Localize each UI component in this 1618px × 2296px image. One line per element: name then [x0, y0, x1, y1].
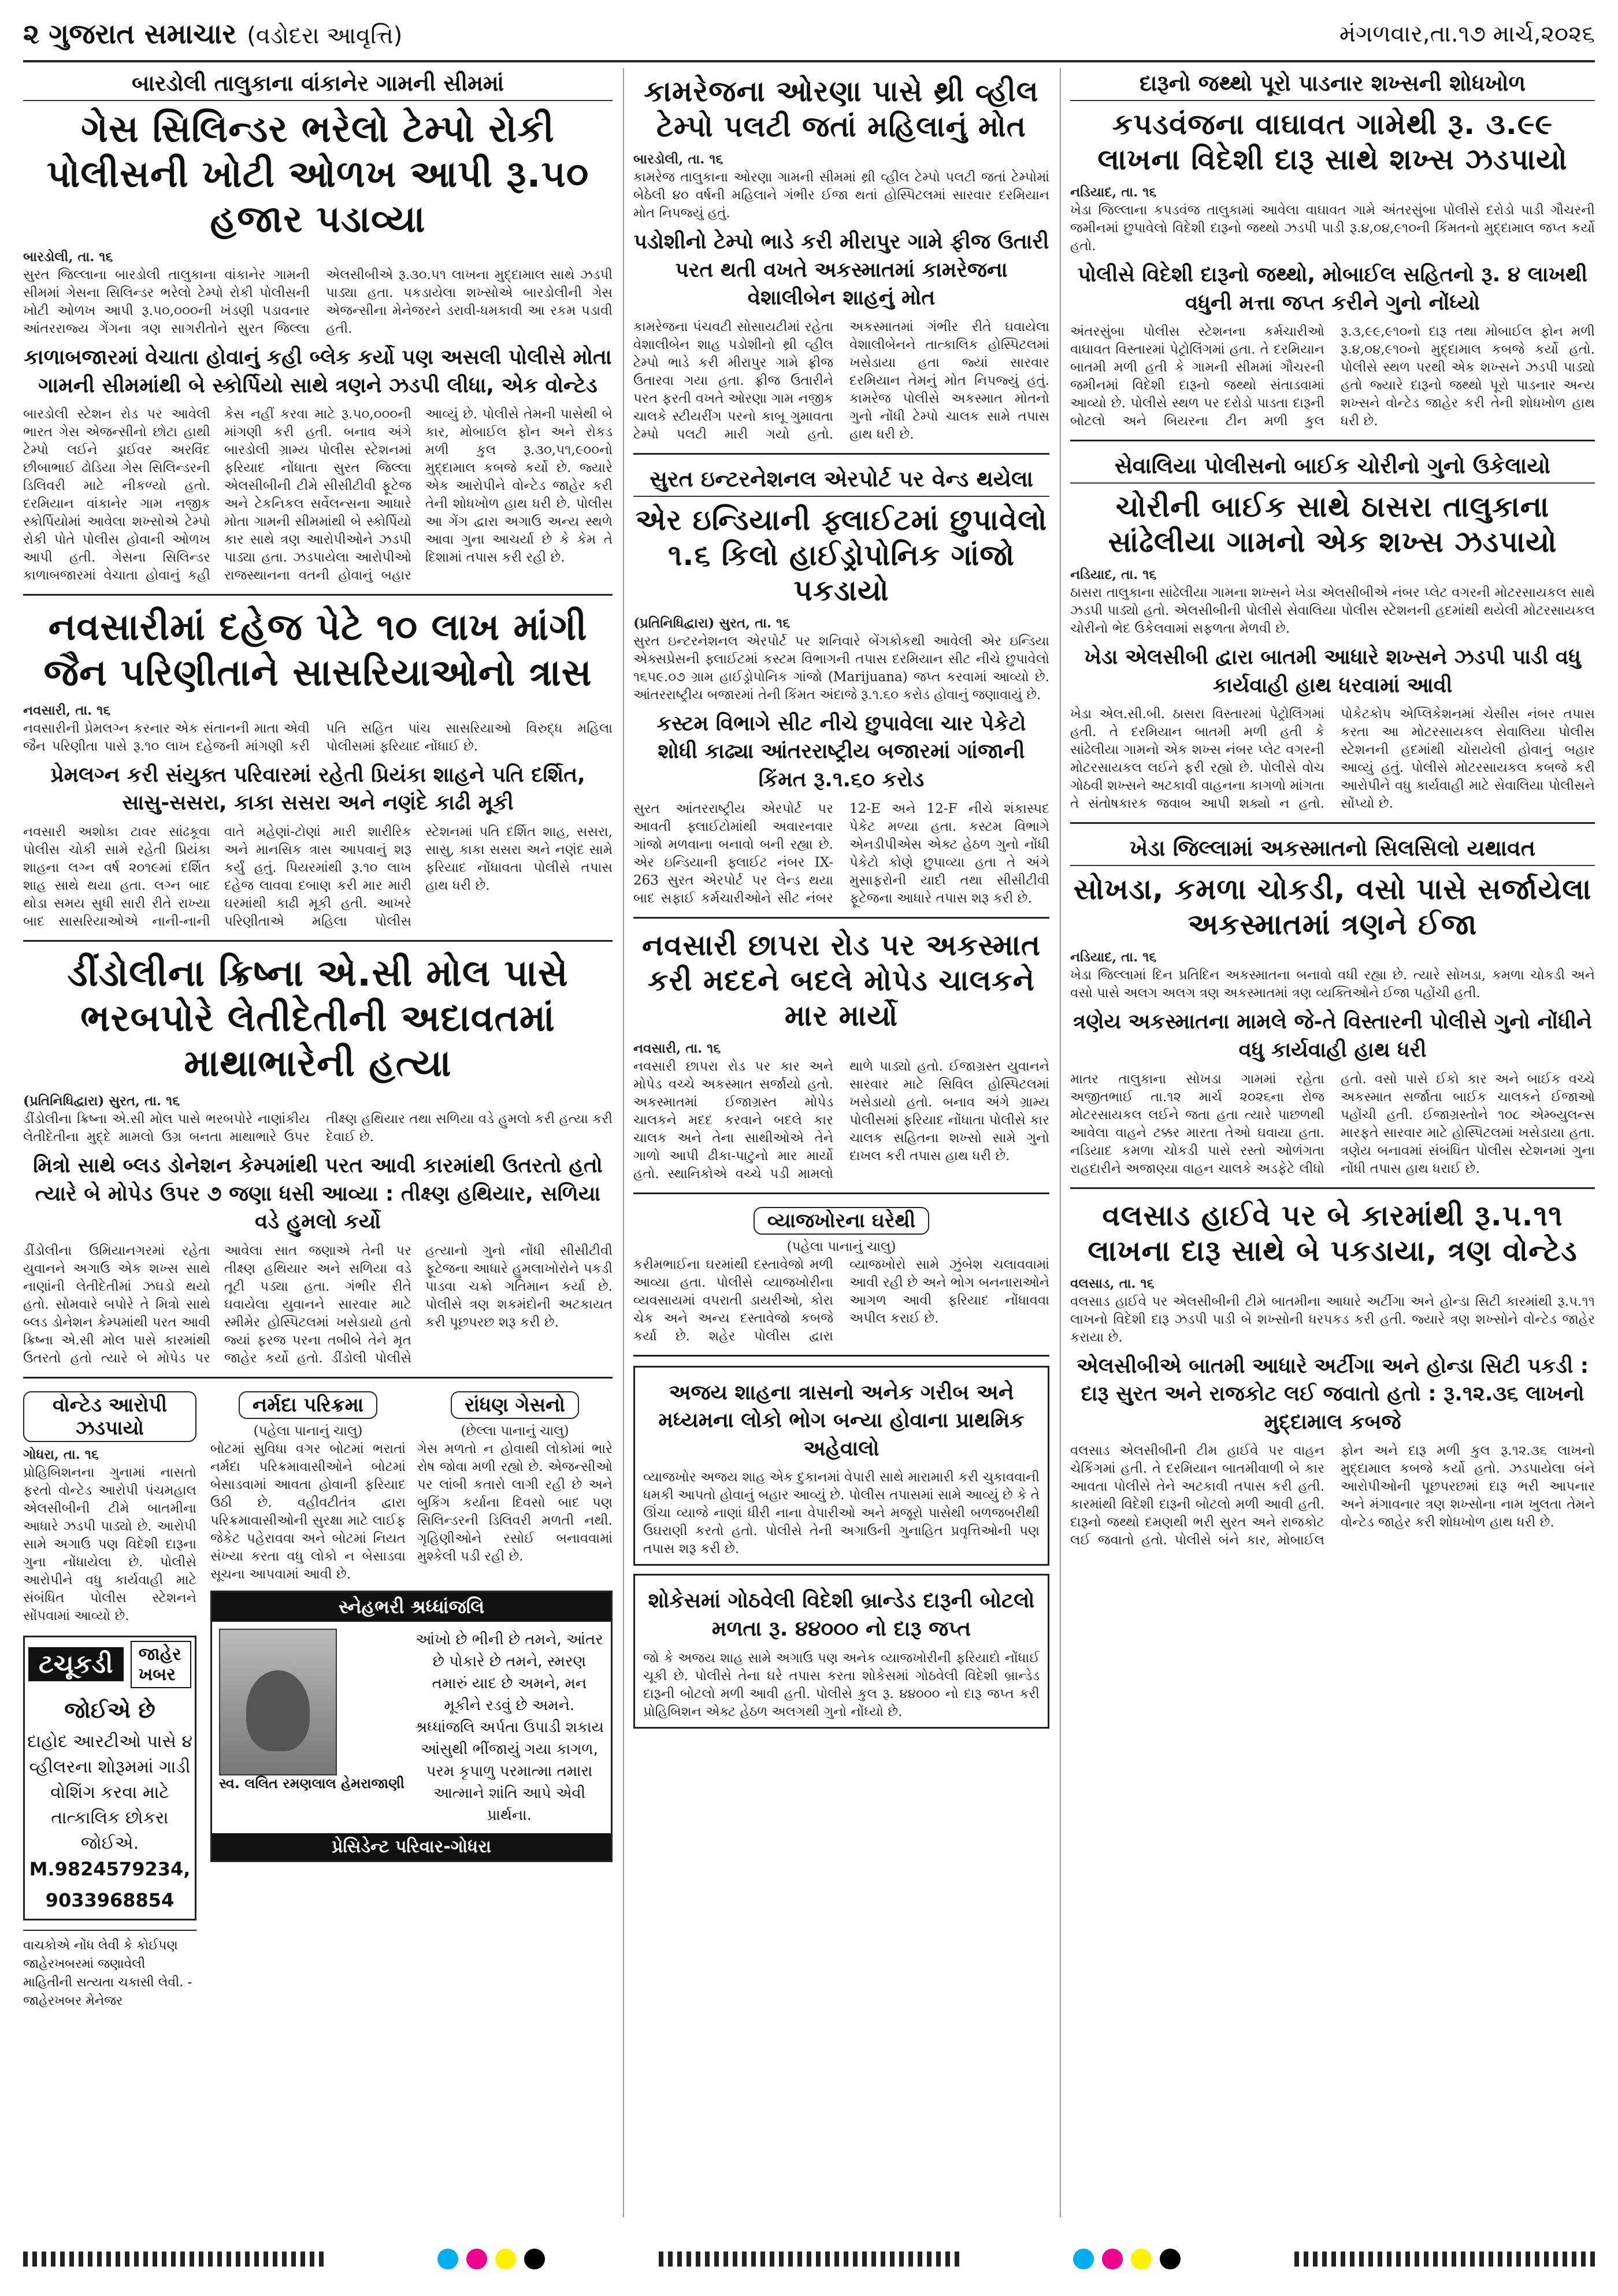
ad-phone-1: M.9824579234, [29, 1857, 191, 1880]
article-body: વ્યાજખોર અજય શાહ એક દુકાનમાં વેપારી સાથે મારામારી કરી ચુકાવવાની ધમકી આપતો હોવાનું બહાર આવ્યું છે. પોલીસ તપાસમાં સામે આવ્યું છે કે તે ઊંચા વ્યાજે નાણાં ધીરી નાના વેપારીઓ અને મજૂરો પાસેથી બળજબરીથી ઉઘરાણી કરતો હતો. પોલીસે તેની અગાઉની ગુનાહિત પ્રવૃત્તિઓની પણ તપાસ શરૂ કરી છે. [643, 1470, 1040, 1557]
ad-label: જાહેર ખબર [131, 1641, 191, 1688]
tribute-family: પ્રેસિડેન્ટ પરિવાર-ગોધરા [212, 1833, 611, 1860]
registration-marks [1073, 2249, 1181, 2269]
registration-dot [524, 2249, 545, 2269]
registration-dot [1102, 2249, 1123, 2269]
page-footer [23, 2242, 1595, 2276]
ad-phone-2: 9033968854 [45, 1889, 175, 1911]
tribute-verse: આંખો છે ભીની છે તમને, આંતર છે પોકારે છે તમને, સ્મરણ તમારું યાદ છે અમને, મન મૂકીને રડવું છે અમને. શ્રધ્ધાંજલિ અર્પતા ઉપાડી શકાય આંસુથી ભીંજાયું ગયા કાગળ, પરમ કૃપાળુ પરમાત્મા તમારા આત્માને શાંતિ આપે એવી પ્રાર્થના. [414, 1630, 604, 1824]
divider [23, 594, 613, 596]
subheadline: કાળાબજારમાં વેચાતા હોવાનું કહી બ્લેક કર્યો પણ અસલી પોલીસે મોતા ગામની સીમમાંથી બે સ્કોર્પિયો સાથે ત્રણને ઝડપી લીધા, એક વોન્ટેડ [24, 345, 612, 397]
subheadline: પોલીસે વિદેશી દારૂનો જથ્થો, મોબાઈલ સહિતનો રૂ. ૪ લાખથી વધુની મત્તા જપ્ત કરીને ગુનો નોંધ્યો [1077, 263, 1588, 315]
column-right [1070, 68, 1595, 1550]
dateline: બારડોલી, તા. ૧૬ [23, 249, 113, 265]
headline: સોખડા, કમળા ચોકડી, વસો પાસે સર્જાયેલા અકસ્માતમાં ત્રણને ઈજા [1073, 872, 1592, 942]
divider [1070, 440, 1595, 441]
divider [633, 1355, 1049, 1357]
article-body: નવસારી અશોકા ટાવર સાંઢકૂવા પોલીસ ચોકી સામે રહેતી પ્રિયંકા શાહના લગ્ન વર્ષ ૨૦૧૯માં દર્શિત શાહ સાથે થયા હતા. લગ્ન બાદ થોડા સમય સુધી સારી રીતે રાખ્યા બાદ સાસરિયાઓએ નાની-નાની વાતે મહેણાં-ટોણાં મારી શારીરિક અને માનસિક ત્રાસ આપવાનું શરૂ કર્યું હતું. પિયરમાંથી રૂ.૧૦ લાખ દહેજ લાવવા દબાણ કરી માર મારી ઘરમાંથી કાઢી મૂકી હતી. આખરે પરિણીતાએ મહિલા પોલીસ સ્ટેશનમાં પતિ દર્શિત શાહ, સસરા, સાસુ, કાકા સસરા અને નણંદ સામે ફરિયાદ નોંધાવતા પોલીસે તપાસ હાથ ધરી છે. [23, 824, 613, 929]
article-body: ગેસ મળતો ન હોવાથી લોકોમાં ભારે રોષ જોવા મળી રહ્યો છે. એજન્સીઓ પર લાંબી કતારો લાગી રહી છે અને બુકિંગ કર્યાના દિવસો બાદ પણ સિલિન્ડરની ડિલિવરી મળતી નથી. ગૃહિણીઓને રસોઈ બનાવવામાં મુશ્કેલી પડી રહી છે. [417, 1441, 613, 1564]
dateline: વલસાડ, તા. ૧૬ [1070, 1275, 1155, 1291]
boxed-story-liquor [633, 1574, 1049, 1728]
registration-dot [437, 2249, 458, 2269]
continued-note: (પહેલા પાનાનું ચાલુ) [253, 1423, 363, 1439]
article-lead: ડીંડોલીના ક્રિષ્ના એ.સી મોલ પાસે ભરબપોરે નાણાંકીય લેતીદેતીના મુદ્દે મામલો ઉગ્ર બનતા માથાભારે ઉપર તીક્ષ્ણ હથિયાર તથા સળિયા વડે હુમલો કરી હત્યા કરી દેવાઈ છે. [23, 1112, 613, 1145]
headline: વલસાડ હાઈવે પર બે કારમાંથી રૂ.૫.૧૧ લાખના દારૂ સાથે બે પકડાયા, ત્રણ વોન્ટેડ [1088, 1198, 1578, 1268]
article-lead: સુરત જિલ્લાના બારડોલી તાલુકાના વાંકાનેર ગામની સીમમાં ગેસના સિલિન્ડર ભરેલો ટેમ્પો રોકી પોલીસની ખોટી ઓળખ આપી રૂ.૫૦,૦૦૦ની ખંડણી પડાવનાર આંતરરાજ્ય ગેંગના ત્રણ સાગરીતોને સુરત જિલ્લા એલસીબીએ રૂ.૩૦.૫૧ લાખના મુદ્દામાલ સાથે ઝડપી પાડ્યા હતા. પકડાયેલા શખ્સોએ બારડોલીની ગેસ એજન્સીના મેનેજરને ડરાવી-ધમકાવી આ રકમ પડાવી હતી. [23, 268, 613, 337]
portrait-photo [219, 1629, 337, 1775]
subheadline: એલસીબીએ બાતમી આધારે અર્ટીગા અને હોન્ડા સિટી પકડી : દારૂ સુરત અને રાજકોટ લઈ જવાતો હતો : રૂ.૧૨.૩૬ લાખનો મુદ્દામાલ કબજે [1076, 1354, 1589, 1434]
registration-marks [437, 2249, 545, 2269]
subheadline: મિત્રો સાથે બ્લડ ડોનેશન કેમ્પમાંથી પરત આવી કારમાંથી ઉતરતો હતો ત્યારે બે મોપેડ ઉપર ૭ જણા ધસી આવ્યા : તીક્ષ્ણ હથિયાર, સળિયા વડે હુમલો કર્યો [33, 1154, 603, 1234]
article-lead: સુરત ઇન્ટરનેશનલ એરપોર્ટ પર શનિવારે બેંગકોકથી આવેલી એર ઇન્ડિયા એક્સપ્રેસની ફ્લાઈટમાં કસ્ટમ વિભાગની તપાસ દરમિયાન સીટ નીચે છુપાવેલો ૧૬૫૯.૦૭ ગ્રામ હાઈડ્રોપોનિક ગાંજો (Marijuana) જપ્ત કરવામાં આવ્યો છે. આંતરરાષ્ટ્રીય બજારમાં તેની કિંમત અંદાજે રૂ.૧.૬૦ કરોડ હોવાનું જણાવાયું છે. [633, 633, 1049, 703]
registration-dot [495, 2249, 516, 2269]
article-airport-ganja [633, 464, 1049, 908]
page-number: ૨ [23, 17, 40, 50]
article-valsad [1070, 1198, 1595, 1550]
article-lead: ખેડા જિલ્લાના કપડવંજ તાલુકામાં આવેલા વાઘાવત ગામે અંતરસુંબા પોલીસે દરોડો પાડી ગૌચરની જમીનમાં છુપાવેલો વિદેશી દારૂનો જથ્થો ઝડપી પાડી રૂ.૪,૦૪,૯૧૦ની કિંમતનો મુદ્દામાલ જપ્ત કર્યો હતો. [1070, 203, 1595, 254]
registration-dot [1131, 2249, 1152, 2269]
article-body: કરીમભાઈના ઘરમાંથી દસ્તાવેજો મળી આવ્યા હતા. પોલીસે વ્યાજખોરીના વ્યવસાયમાં વપરાતી ડાયરીઓ, કોરા ચેક અને અન્ય દસ્તાવેજો કબજે કર્યા છે. શહેર પોલીસ દ્વારા વ્યાજખોરો સામે ઝુંબેશ ચલાવવામાં આવી રહી છે અને ભોગ બનનારાઓને આગળ આવી ફરિયાદ નોંધાવવા અપીલ કરાઈ છે. [633, 1257, 1049, 1344]
edition-label: (વડોદરા આવૃત્તિ) [247, 22, 403, 49]
divider [633, 1192, 1049, 1194]
divider [1070, 822, 1595, 824]
article-lead: નવસારીની પ્રેમલગ્ન કરનાર એક સંતાનની માતા એવી જૈન પરિણીતા પાસે રૂ.૧૦ લાખ દહેજની માંગણી કરી પતિ સહિત પાંચ સાસરિયાઓ વિરુદ્ધ મહિલા પોલીસમાં ફરિયાદ નોંધાઈ છે. [23, 720, 613, 754]
article-body: વલસાડ એલસીબીની ટીમ હાઈવે પર વાહન ચેકિંગમાં હતી. તે દરમિયાન બાતમીવાળી બે કાર આવતા પોલીસે તેને અટકાવી તપાસ કરી હતી. કારમાંથી વિદેશી દારૂની બોટલો મળી આવી હતી. દારૂનો જથ્થો દમણથી ભરી સુરત અને રાજકોટ લઈ જવાતો હતો. પોલીસે બંને કાર, મોબાઈલ ફોન અને દારૂ મળી કુલ રૂ.૧૨.૩૬ લાખનો મુદ્દામાલ કબજે કર્યો હતો. ઝડપાયેલા બંને આરોપીઓની પૂછપરછમાં દારૂ ભરી આપનાર અને મંગાવનાર ત્રણ શખ્સોના નામ ખુલતા તેમને વોન્ટેડ જાહેર કરી શોધખોળ હાથ ધરી છે. [1070, 1443, 1595, 1548]
lower-left-main [210, 1388, 613, 2011]
kicker: દારૂનો જથ્થો પૂરો પાડનાર શખ્સની શોધખોળ [1070, 68, 1595, 101]
column-rule [623, 68, 624, 2217]
boxed-story-ajay-shah [633, 1366, 1049, 1566]
column-middle [633, 68, 1049, 1729]
divider [1070, 1187, 1595, 1189]
headline: એર ઇન્ડિયાની ફ્લાઈટમાં છુપાવેલો ૧.૬ કિલો હાઈડ્રોપોનિક ગાંજો પકડાયો [635, 503, 1048, 607]
kicker: બારડોલી તાલુકાના વાંકાનેર ગામની સીમમાં [23, 68, 613, 101]
article-lead: કામરેજ તાલુકાના ઓરણા ગામની સીમમાં થ્રી વ્હીલ ટેમ્પો પલટી જતાં ટેમ્પોમાં બેઠેલી ૪૦ વર્ષની મહિલાને ગંભીર ઈજા થતાં હોસ્પિટલમાં સારવાર દરમિયાન મોત નિપજ્યું હતું. [633, 170, 1049, 221]
dateline: નડિયાદ, તા. ૧૬ [1070, 949, 1157, 965]
article-body: માતર તાલુકાના સોખડા ગામમાં રહેતા અજીતભાઈ તા.૧૨ માર્ચ ૨૦૨૬ના રોજ મોટરસાયકલ લઈને જતા હતા ત્યારે પાછળથી આવેલા વાહને ટક્કર મારતા તેઓ ઘવાયા હતા. નડિયાદ કમળા ચોકડી પાસે રસ્તો ઓળંગતા રાહદારીને અજાણ્યા વાહન ચાલકે અડફેટે લીધો હતો. વસો પાસે ઈકો કાર અને બાઈક વચ્ચે અકસ્માત સર્જાતા બાઈક ચાલકને ઈજાઓ પહોંચી હતી. ઈજાગ્રસ્તોને ૧૦૮ એમ્બ્યુલન્સ મારફતે સારવાર માટે હોસ્પિટલમાં ખસેડાયા હતા. ત્રણેય બનાવમાં સંબંધિત પોલીસ સ્ટેશનમાં ગુના નોંધી તપાસ હાથ ધરાઈ છે. [1070, 1071, 1595, 1176]
dateline: (પ્રતિનિધિદ્વારા) સુરત, તા. ૧૬ [633, 615, 791, 631]
subheadline: ખેડા એલસીબી દ્વારા બાતમી આધારે શખ્સને ઝડપી પાડી વધુ કાર્યવાહી હાથ ધરવામાં આવી [1084, 645, 1581, 697]
headline: ચોરીની બાઈક સાથે ઠાસરા તાલુકાના સાંઢેલીયા ગામનો એક શખ્સ ઝડપાયો [1108, 490, 1557, 559]
print-strip-left [23, 2252, 324, 2267]
subheadline: શોકેસમાં ગોઠવેલી વિદેશી બ્રાન્ડેડ દારૂની બોટલો મળતા રૂ. ૪૪૦૦૦ નો દારૂ જપ્ત [648, 1589, 1035, 1641]
divider [633, 917, 1049, 919]
section-title: વ્યાજખોરના ઘરેથી [754, 1207, 930, 1235]
subheadline: અજય શાહના ત્રાસનો અનેક ગરીબ અને મધ્યમના લોકો ભોગ બન્યા હોવાના પ્રાથમિક અહેવાલો [658, 1380, 1025, 1461]
dateline: બારડોલી, તા. ૧૬ [633, 151, 723, 167]
article-kamrej [633, 74, 1049, 444]
continued-note: (છેલ્લા પાનાનું ચાલુ) [461, 1423, 569, 1439]
kicker: સેવાલિયા પોલીસનો બાઈક ચોરીનો ગુનો ઉકેલાયો [1070, 451, 1595, 484]
article-lead: ઠાસરા તાલુકાના સાંઢેલીયા ગામના શખ્સને ખેડા એલસીબીએ નંબર પ્લેટ વગરની મોટરસાયકલ સાથે ઝડપી પાડ્યો હતો. એલસીબીની પોલીસે સેવાલિયા પોલીસ સ્ટેશનની હદમાંથી થયેલી મોટરસાયકલ ચોરીનો ભેદ ઉકેલવામાં સફળતા મેળવી છે. [1070, 585, 1595, 637]
tribute-name: સ્વ. લલિત રમણલાલ હેમરાજાણી [219, 1775, 404, 1792]
masthead-title: ગુજરાત સમાચાર [49, 17, 237, 50]
article-cooking-gas [417, 1388, 613, 1584]
article-narmada [210, 1388, 406, 1584]
article-chhapra-road [633, 928, 1049, 1183]
divider [23, 1377, 613, 1379]
column-rule [1060, 68, 1061, 2217]
page-header [23, 8, 1595, 62]
article-body: પ્રોહિબિશનના ગુનામાં નાસતો ફરતો વોન્ટેડ આરોપી પંચમહાલ એલસીબીની ટીમે બાતમીના આધારે ઝડપી પાડ્યો છે. આરોપી સામે અગાઉ પણ વિદેશી દારૂના ગુના નોંધાયેલા છે. પોલીસે આરોપીને વધુ કાર્યવાહી માટે સંબંધિત પોલીસ સ્ટેશનને સોંપવામાં આવ્યો છે. [23, 1465, 196, 1623]
subheadline: પ્રેમલગ્ન કરી સંયુક્ત પરિવારમાં રહેતી પ્રિયંકા શાહને પતિ દર્શિત, સાસુ-સસરા, કાકા સસરા અને નણંદે કાઢી મૂકી [50, 763, 585, 815]
article-body: બોટમાં સુવિધા વગર બોટમાં ભરાતાં નર્મદા પરિક્રમાવાસીઓને બોટમાં બેસાડવામાં આવતા હોવાની ફરિયાદ ઉઠી છે. વહીવટીતંત્ર દ્વારા પરિક્રમાવાસીઓની સુરક્ષા માટે લાઈફ જેકેટ પહેરાવવા અને બોટમાં નિયત સંખ્યા કરતા વધુ લોકો ન બેસાડવા સૂચના આપવામાં આવી છે. [210, 1441, 406, 1582]
kicker: ખેડા જિલ્લામાં અકસ્માતનો સિલસિલો યથાવત [1070, 833, 1595, 866]
ad-text: દાહોદ આરટીઓ પાસે ૪ વ્હીલરના શોરૂમમાં ગાડી વોશિંગ કરવા માટે તાત્કાલિક છોકરા જોઈએ. [27, 1731, 192, 1853]
classified-ad [23, 1636, 196, 1920]
article-body: જો કે અજય શાહ સામે અગાઉ પણ અનેક વ્યાજખોરીની ફરિયાદો નોંધાઈ ચૂકી છે. પોલીસે તેના ઘરે તપાસ કરતા શોકેસમાં ગોઠવેલી વિદેશી બ્રાન્ડેડ દારૂની બોટલો મળી આવી હતી. પોલીસે કુલ રૂ. ૪૪૦૦૦ નો દારૂ જપ્ત કરી પ્રોહિબિશન એક્ટ હેઠળ અલગથી ગુનો નોંધ્યો છે. [643, 1650, 1040, 1719]
lower-left-side [23, 1388, 196, 2011]
article-moneylender [633, 1203, 1049, 1346]
lower-left-block [23, 1388, 613, 2011]
dateline: ગોધરા, તા. ૧૬ [23, 1446, 99, 1462]
ad-disclaimer: વાચકોએ નોંધ લેવી કે કોઈપણ જાહેરખબરમાં જણાવેલી માહિતીની સત્યતા ચકાસી લેવી. - જાહેરખબર મેનેજર [23, 1930, 196, 2011]
ad-brand: ટચૂકડી [28, 1647, 124, 1681]
article-lead: વલસાડ હાઈવે પર એલસીબીની ટીમે બાતમીના આધારે અર્ટીગા અને હોન્ડા સિટી કારમાંથી રૂ.૫.૧૧ લાખનો વિદેશી દારૂ ઝડપી પાડી બે શખ્સોની ધરપકડ કરી હતી. જ્યારે ત્રણ શખ્સોને વોન્ટેડ જાહેર કરાયા છે. [1070, 1294, 1595, 1345]
tribute-heading: સ્નેહભરી શ્રધ્ધાંજલિ [212, 1592, 611, 1622]
dateline: નડિયાદ, તા. ૧૬ [1070, 567, 1157, 583]
divider [633, 453, 1049, 455]
issue-date: મંગળવાર,તા.૧૭ માર્ચ,૨૦૨૬ [1339, 21, 1595, 47]
section-title: રાંધણ ગેસનો [451, 1391, 579, 1419]
headline: કપડવંજના વાઘાવત ગામેથી રૂ. ૩.૯૯ લાખના વિદેશી દારૂ સાથે શખ્સ ઝડપાયો [1097, 107, 1568, 176]
print-strip-right [1294, 2252, 1595, 2267]
dateline: નવસારી, તા. ૧૬ [633, 1040, 721, 1056]
article-dindoli-murder [23, 951, 613, 1368]
headline: નવસારી છાપરા રોડ પર અકસ્માત કરી મદદને બદલે મોપેડ ચાલકને માર માર્યો [642, 928, 1041, 1032]
article-navsari-dowry [23, 605, 613, 930]
continued-note: (પહેલા પાનાનું ચાલુ) [786, 1239, 896, 1254]
article-body: નવસારી છાપરા રોડ પર કાર અને મોપેડ વચ્ચે અકસ્માત સર્જાયો હતો. અકસ્માતમાં ઈજાગ્રસ્ત મોપેડ ચાલકને મદદ કરવાને બદલે કાર ચાલક અને તેના સાથીઓએ તેને ગાળો આપી ઢીકા-પાટુનો માર માર્યો હતો. સ્થાનિકોએ વચ્ચે પડી મામલો થાળે પાડ્યો હતો. ઈજાગ્રસ્ત યુવાનને સારવાર માટે સિવિલ હોસ્પિટલમાં ખસેડાયો હતો. બનાવ અંગે ગ્રામ્ય પોલીસમાં ફરિયાદ નોંધાતા પોલીસે કાર ચાલક સહિતના શખ્સો સામે ગુનો દાખલ કરી તપાસ હાથ ધરી છે. [633, 1058, 1049, 1182]
registration-dot [1160, 2249, 1181, 2269]
registration-dot [1073, 2249, 1094, 2269]
article-body: કામરેજના પંચવટી સોસાયટીમાં રહેતા વેશાલીબેન શાહ પડોશીનો થ્રી વ્હીલ ટેમ્પો ભાડે કરી મીરાપુર ગામે ફ્રીજ ઉતારવા ગયા હતા. ફ્રીજ ઉતારીને પરત ફરતી વખતે ઓરણા ગામ નજીક ચાલકે સ્ટીયરીંગ પરનો કાબૂ ગુમાવતા ટેમ્પો પલટી મારી ગયો હતો. અકસ્માતમાં ગંભીર રીતે ઘવાયેલા વેશાલીબેનને તાત્કાલિક હોસ્પિટલમાં ખસેડાયા હતા જ્યાં સારવાર દરમિયાન તેમનું મોત નિપજ્યું હતું. કામરેજ પોલીસે અકસ્માત મોતનો ગુનો નોંધી ટેમ્પો ચાલક સામે તપાસ હાથ ધરી છે. [633, 319, 1049, 442]
kicker: સુરત ઇન્ટરનેશનલ એરપોર્ટ પર વેન્ડ થયેલા [633, 464, 1049, 497]
article-body: ખેડા એલ.સી.બી. ઠાસરા વિસ્તારમાં પેટ્રોલિંગમાં હતી. તે દરમિયાન બાતમી મળી હતી કે સાંઢેલીયા ગામનો એક શખ્સ નંબર પ્લેટ વગરની મોટરસાયકલ લઈને ફરી રહ્યો છે. પોલીસે વોચ ગોઠવી શખ્સને અટકાવી વાહનના કાગળો માંગતા તે સંતોષકારક જવાબ આપી શક્યો ન હતો. પોકેટકોપ એપ્લિકેશનમાં ચેસીસ નંબર તપાસ કરતા આ મોટરસાયકલ સેવાલિયા પોલીસ સ્ટેશનની હદમાંથી ચોરાયેલી હોવાનું બહાર આવ્યું હતું. પોલીસે મોટરસાયકલ કબજે કરી આરોપીને વધુ કાર્યવાહી માટે સેવાલિયા પોલીસને સોંપ્યો છે. [1070, 707, 1595, 812]
dateline: નડિયાદ, તા. ૧૬ [1070, 184, 1157, 200]
tribute-ad [210, 1591, 613, 1862]
article-bike-theft [1070, 451, 1595, 813]
headline: કામરેજના ઓરણા પાસે થ્રી વ્હીલ ટેમ્પો પલટી જતાં મહિલાનું મોત [644, 75, 1039, 143]
headline: ગેસ સિલિન્ડર ભરેલો ટેમ્પો રોકી પોલીસની ખોટી ઓળખ આપી રૂ.૫૦ હજાર પડાવ્યા [46, 108, 589, 242]
ad-wanted: જોઈએ છે [64, 1697, 155, 1723]
subheadline: કસ્ટમ વિભાગે સીટ નીચે છુપાવેલા ચાર પેકેટો શોધી કાઢ્યા આંતરરાષ્ટ્રીય બજારમાં ગાંજાની કિંમત રૂ.૧.૬૦ કરોડ [656, 711, 1026, 792]
subheadline: પડોશીનો ટેમ્પો ભાડે કરી મીરાપુર ગામે ફીજ ઉતારી પરત થતી વખતે અકસ્માતમાં કામરેજના વેશાલીબેન શાહનું મોત [633, 230, 1049, 310]
column-left [23, 68, 613, 2011]
dateline: નવસારી, તા. ૧૬ [23, 702, 111, 718]
article-kapadvanj [1070, 68, 1595, 430]
article-bardoli [23, 68, 613, 585]
dateline: (પ્રતિનિધિદ્વારા) સુરત, તા. ૧૬ [23, 1093, 180, 1109]
article-lead: ખેડા જિલ્લામાં દિન પ્રતિદિન અકસ્માતના બનાવો વધી રહ્યા છે. ત્યારે સોખડા, કમળા ચોકડી અને વસો પાસે અલગ અલગ ત્રણ અકસ્માતમાં ત્રણ વ્યક્તિઓને ઈજા પહોંચી હતી. [1070, 968, 1595, 1001]
article-body: બારડોલી સ્ટેશન રોડ પર આવેલી ભારત ગેસ એજન્સીનો છોટા હાથી ટેમ્પો લઈને ડ્રાઈવર અરવિંદ છીબાભાઈ ઢોડિયા ગેસ સિલિન્ડરની ડિલિવરી માટે નીકળ્યો હતો. દરમિયાન વાંકાનેર ગામ નજીક સ્કોર્પિયોમાં આવેલા શખ્સોએ ટેમ્પો રોકી પોતે પોલીસ હોવાની ઓળખ આપી હતી. ગેસના સિલિન્ડર કાળાબજારમાં વેચાતા હોવાનું કહી કેસ નહીં કરવા માટે રૂ.૫૦,૦૦૦ની માંગણી કરી હતી. બનાવ અંગે બારડોલી ગ્રામ્ય પોલીસ સ્ટેશનમાં ફરિયાદ નોંધાતા સુરત જિલ્લા એલસીબીની ટીમે સીસીટીવી ફૂટેજ અને ટેકનિકલ સર્વેલન્સના આધારે મોતા ગામની સીમમાંથી બે સ્કોર્પિયો કાર સાથે ત્રણ આરોપીઓને ઝડપી પાડ્યા હતા. ઝડપાયેલા આરોપીઓ રાજસ્થાનના વતની હોવાનું બહાર આવ્યું છે. પોલીસે તેમની પાસેથી બે કાર, મોબાઈલ ફોન અને રોકડ મળી કુલ રૂ.૩૦,૫૧,૯૦૦નો મુદ્દામાલ કબજે કર્યો છે. જ્યારે એક આરોપીને વોન્ટેડ જાહેર કરી તેની શોધખોળ હાથ ધરી છે. પોલીસ આ ગેંગ દ્વારા અગાઉ અન્ય સ્થળે આવા ગુના આચર્યા છે કે કેમ તે દિશામાં તપાસ કરી રહી છે. [23, 407, 613, 584]
section-title: વોન્ટેડ આરોપી ઝડપાયો [23, 1391, 196, 1442]
article-body: સુરત આંતરરાષ્ટ્રીય એરપોર્ટ પર આવતી ફ્લાઈટોમાંથી અવારનવાર ગાંજો મળવાના બનાવો બની રહ્યા છે. એર ઇન્ડિયાની ફ્લાઈટ નંબર IX-263 સુરત એરપોર્ટ પર લેન્ડ થયા બાદ સફાઈ કર્મચારીઓને સીટ નંબર 12-E અને 12-F નીચે શંકાસ્પદ પેકેટ મળ્યા હતા. કસ્ટમ વિભાગે એનડીપીએસ એક્ટ હેઠળ ગુનો નોંધી પેકેટો કોણે છુપાવ્યા હતા તે અંગે મુસાફરોની યાદી તથા સીસીટીવી ફૂટેજના આધારે તપાસ શરૂ કરી છે. [633, 801, 1049, 906]
headline: નવસારીમાં દહેજ પેટે ૧૦ લાખ માંગી જૈન પરિણીતાને સાસરિયાઓનો ત્રાસ [43, 606, 592, 694]
registration-dot [466, 2249, 487, 2269]
subheadline: ત્રણેય અકસ્માતના મામલે જે-તે વિસ્તારની પોલીસે ગુનો નોંધીને વધુ કાર્યવાહી હાથ ધરી [1073, 1010, 1592, 1062]
article-body: અંતરસુંબા પોલીસ સ્ટેશનના કર્મચારીઓ વાઘાવત વિસ્તારમાં પેટ્રોલિંગમાં હતા. તે દરમિયાન બાતમી મળી હતી કે ગામની સીમમાં ગૌચરની જમીનમાં વિદેશી દારૂનો જથ્થો સંતાડવામાં આવ્યો છે. પોલીસે સ્થળ પર દરોડો પાડતા દારૂની બોટલો અને બિયરના ટીન મળી કુલ રૂ.૩,૯૯,૯૧૦નો દારૂ તથા મોબાઈલ ફોન મળી રૂ.૪,૦૪,૯૧૦નો મુદ્દામાલ કબજે કર્યો હતો. પોલીસે સ્થળ પરથી એક શખ્સને ઝડપી પાડ્યો હતો જ્યારે દારૂનો જથ્થો પૂરો પાડનાર અન્ય શખ્સને વોન્ટેડ જાહેર કરી તેની શોધખોળ હાથ ધરી છે. [1070, 324, 1595, 429]
headline: ડીંડોલીના ક્રિષ્ના એ.સી મોલ પાસે ભરબપોરે લેતીદેતીની અદાવતમાં માથાભારેની હત્યા [67, 952, 569, 1085]
article-body: ડીંડોલીના ઉમિયાનગરમાં રહેતા યુવાનને અગાઉ એક શખ્સ સાથે નાણાંની લેતીદેતીમાં ઝઘડો થયો હતો. સોમવારે બપોરે તે મિત્રો સાથે બ્લડ ડોનેશન કેમ્પમાંથી પરત આવી ક્રિષ્ના એ.સી મોલ પાસે કારમાંથી ઉતરતો હતો ત્યારે બે મોપેડ પર આવેલા સાત જણાએ તેની પર તીક્ષ્ણ હથિયાર અને સળિયા વડે તૂટી પડ્યા હતા. ગંભીર રીતે ઘવાયેલા યુવાનને સારવાર માટે સ્મીમેર હોસ્પિટલમાં ખસેડાયો હતો જ્યાં ફરજ પરના તબીબે તેને મૃત જાહેર કર્યો હતો. ડીંડોલી પોલીસે હત્યાનો ગુનો નોંધી સીસીટીવી ફૂટેજના આધારે હુમલાખોરોને પકડી પાડવા ચક્રો ગતિમાન કર્યા છે. પોલીસે ત્રણ શકમંદોની અટકાયત કરી પૂછપરછ શરૂ કરી છે. [23, 1243, 613, 1366]
section-title: નર્મદા પરિક્રમા [239, 1391, 377, 1419]
divider [23, 940, 613, 942]
article-kheda-accidents [1070, 833, 1595, 1177]
print-strip-middle [659, 2252, 959, 2267]
